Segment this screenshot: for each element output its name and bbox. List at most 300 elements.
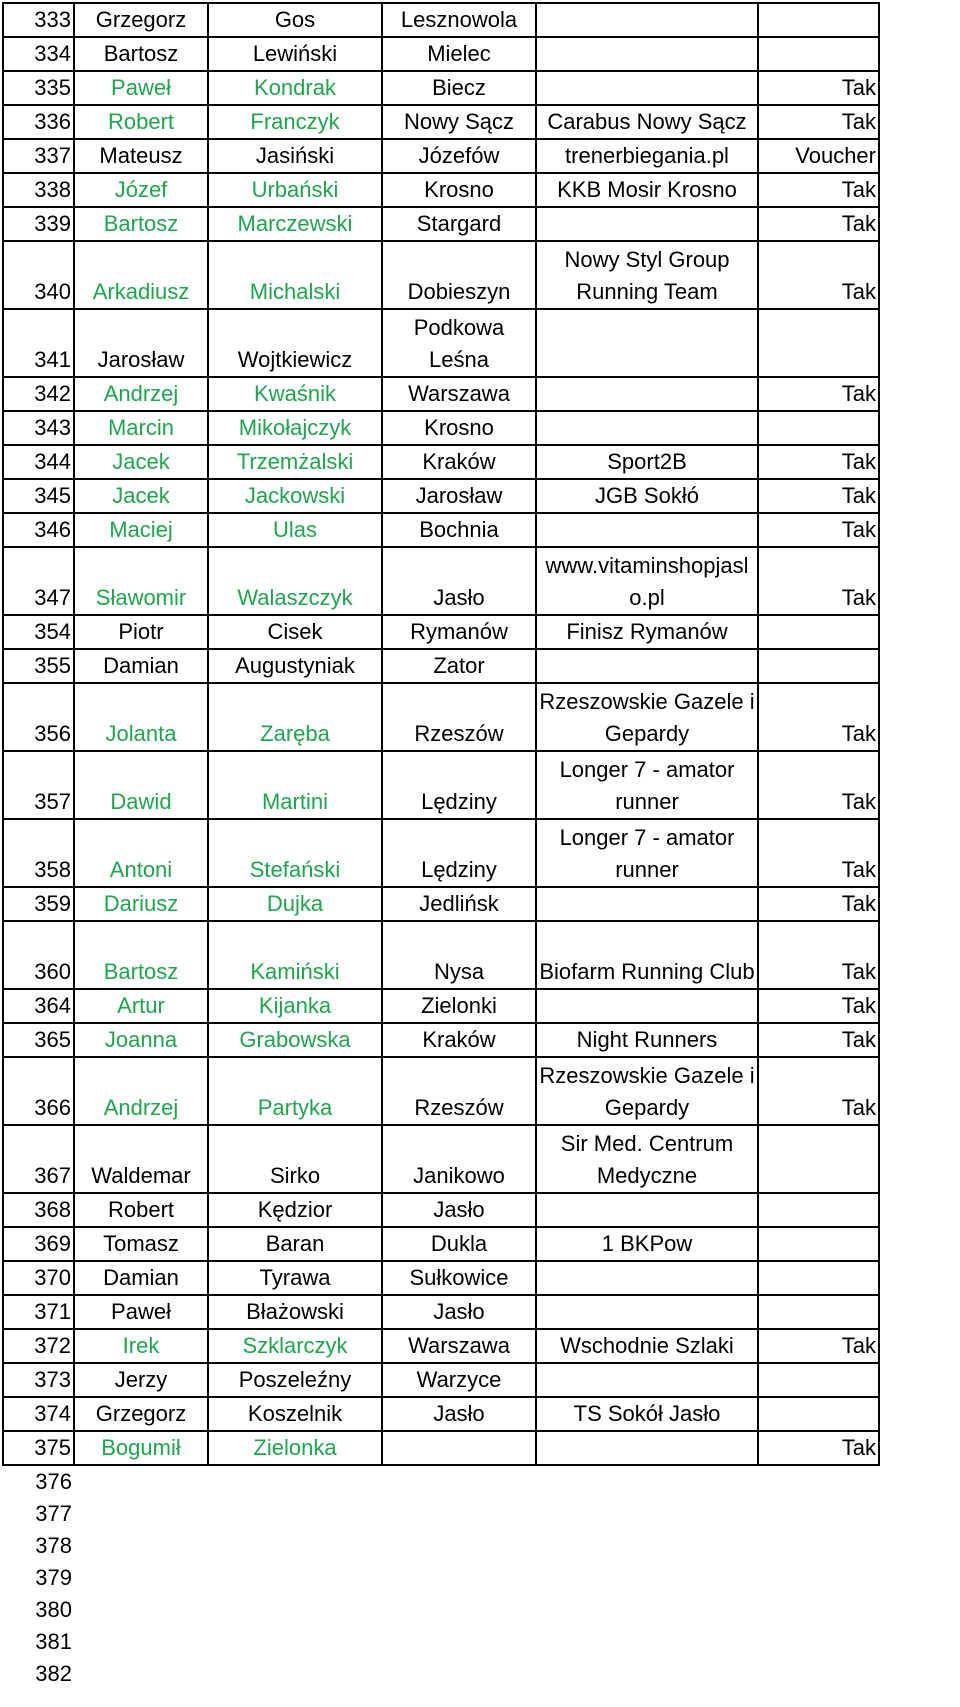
confirmation-flag-cell: [758, 309, 879, 377]
blank-cell: [536, 1658, 758, 1690]
last-name-cell: Partyka: [208, 1057, 382, 1125]
blank-cell: [208, 1498, 382, 1530]
last-name-cell: Koszelnik: [208, 1397, 382, 1431]
blank-cell: [208, 1465, 382, 1498]
blank-cell: [74, 1562, 208, 1594]
table-row: [3, 411, 879, 445]
city-cell: Józefów: [382, 139, 536, 173]
row-number-cell: 381: [35, 1629, 72, 1654]
last-name-cell: Błażowski: [208, 1295, 382, 1329]
blank-cell: [208, 1530, 382, 1562]
last-name-cell: Zielonka: [208, 1431, 382, 1465]
last-name-cell: Urbański: [208, 173, 382, 207]
blank-cell: [74, 1658, 208, 1690]
row-number-cell: 344: [3, 445, 74, 479]
confirmation-flag-cell: Tak: [758, 1023, 879, 1057]
confirmation-flag-cell: [758, 1397, 879, 1431]
row-number-cell: 380: [35, 1597, 72, 1622]
row-number-cell: 338: [3, 173, 74, 207]
city-cell: [382, 1431, 536, 1465]
blank-cell: [382, 1498, 536, 1530]
last-name-cell: Stefański: [208, 819, 382, 887]
row-number-cell: 334: [3, 37, 74, 71]
confirmation-flag-cell: [758, 1363, 879, 1397]
club-cell: [536, 683, 758, 751]
last-name-cell: Kwaśnik: [208, 377, 382, 411]
club-cell: [536, 309, 758, 377]
club-line: runner: [615, 857, 679, 882]
city-cell: Krosno: [382, 173, 536, 207]
empty-row: [3, 1562, 879, 1594]
club-cell: [536, 649, 758, 683]
last-name-cell: Cisek: [208, 615, 382, 649]
table-row: [3, 1057, 879, 1125]
club-cell: [536, 887, 758, 921]
last-name-cell: Marczewski: [208, 207, 382, 241]
club-cell: Finisz Rymanów: [536, 615, 758, 649]
last-name-cell: Sirko: [208, 1125, 382, 1193]
empty-row: [3, 1530, 879, 1562]
row-number-cell: 355: [3, 649, 74, 683]
participant-table: [2, 2, 880, 1690]
blank-cell: [758, 1465, 879, 1498]
blank-cell: [382, 1530, 536, 1562]
row-number-cell: 367: [3, 1125, 74, 1193]
table-row: [3, 547, 879, 615]
row-number-cell: 347: [3, 547, 74, 615]
club-line: Running Team: [576, 279, 718, 304]
table-row: [3, 1295, 879, 1329]
first-name-cell: Irek: [74, 1329, 208, 1363]
confirmation-flag-cell: [758, 1125, 879, 1193]
table-row: [3, 1193, 879, 1227]
blank-cell: [74, 1530, 208, 1562]
club-cell: Carabus Nowy Sącz: [536, 105, 758, 139]
last-name-cell: Jackowski: [208, 479, 382, 513]
empty-row: [3, 1658, 879, 1690]
last-name-cell: Wojtkiewicz: [208, 309, 382, 377]
club-cell: [536, 207, 758, 241]
blank-cell: [208, 1626, 382, 1658]
club-cell: JGB Sokłó: [536, 479, 758, 513]
city-cell: Warszawa: [382, 1329, 536, 1363]
club-cell: [536, 819, 758, 887]
club-cell: [536, 547, 758, 615]
blank-cell: [536, 1594, 758, 1626]
city-cell: Kraków: [382, 445, 536, 479]
table-row: [3, 887, 879, 921]
empty-row: [3, 1626, 879, 1658]
row-number-cell: 371: [3, 1295, 74, 1329]
city-cell: Dukla: [382, 1227, 536, 1261]
last-name-cell: Trzemżalski: [208, 445, 382, 479]
blank-cell: [758, 1530, 879, 1562]
city-cell: Rymanów: [382, 615, 536, 649]
last-name-cell: Augustyniak: [208, 649, 382, 683]
club-cell: [536, 71, 758, 105]
club-line: o.pl: [629, 585, 665, 610]
confirmation-flag-cell: [758, 3, 879, 37]
first-name-cell: Tomasz: [74, 1227, 208, 1261]
blank-cell: [382, 1658, 536, 1690]
confirmation-flag-cell: [758, 1295, 879, 1329]
confirmation-flag-cell: Tak: [758, 173, 879, 207]
club-cell: [536, 1125, 758, 1193]
last-name-cell: Lewiński: [208, 37, 382, 71]
row-number-cell: 369: [3, 1227, 74, 1261]
row-number-cell: 359: [3, 887, 74, 921]
row-number-cell: 373: [3, 1363, 74, 1397]
row-number-cell: 372: [3, 1329, 74, 1363]
last-name-cell: Zaręba: [208, 683, 382, 751]
last-name-cell: Kamiński: [208, 921, 382, 989]
club-cell: Biofarm Running Club: [536, 921, 758, 989]
blank-cell: [74, 1498, 208, 1530]
first-name-cell: Józef: [74, 173, 208, 207]
table-row: [3, 1261, 879, 1295]
blank-cell: [536, 1465, 758, 1498]
row-number-cell: 357: [3, 751, 74, 819]
first-name-cell: Robert: [74, 105, 208, 139]
club-cell: [536, 377, 758, 411]
confirmation-flag-cell: Tak: [758, 71, 879, 105]
city-line: Leśna: [429, 347, 489, 372]
table-row: [3, 309, 879, 377]
row-number-cell: 354: [3, 615, 74, 649]
first-name-cell: Antoni: [74, 819, 208, 887]
row-number-cell: 358: [3, 819, 74, 887]
row-number-cell: 342: [3, 377, 74, 411]
city-cell: Mielec: [382, 37, 536, 71]
club-cell: [536, 1193, 758, 1227]
last-name-cell: Kędzior: [208, 1193, 382, 1227]
club-cell: [536, 1295, 758, 1329]
city-cell: Zator: [382, 649, 536, 683]
row-number-cell: 368: [3, 1193, 74, 1227]
club-cell: Sport2B: [536, 445, 758, 479]
blank-cell: [382, 1594, 536, 1626]
first-name-cell: Jerzy: [74, 1363, 208, 1397]
club-line: Medyczne: [596, 1163, 698, 1188]
confirmation-flag-cell: Tak: [758, 1057, 879, 1125]
city-cell: Lesznowola: [382, 3, 536, 37]
table-row: [3, 71, 879, 105]
first-name-cell: Maciej: [74, 513, 208, 547]
table-row: [3, 819, 879, 887]
table-row: [3, 377, 879, 411]
city-cell: Jasło: [382, 1193, 536, 1227]
table-row: [3, 921, 879, 989]
first-name-cell: Jacek: [74, 445, 208, 479]
club-line: www.vitaminshopjasl: [545, 553, 749, 578]
club-line: Sir Med. Centrum: [560, 1131, 734, 1156]
city-cell: Warszawa: [382, 377, 536, 411]
last-name-cell: Szklarczyk: [208, 1329, 382, 1363]
table-row: [3, 1227, 879, 1261]
empty-row: [3, 1594, 879, 1626]
row-number-cell: 356: [3, 683, 74, 751]
city-cell: Biecz: [382, 71, 536, 105]
last-name-cell: Grabowska: [208, 1023, 382, 1057]
blank-cell: [758, 1658, 879, 1690]
row-number-cell: 375: [3, 1431, 74, 1465]
first-name-cell: Andrzej: [74, 377, 208, 411]
confirmation-flag-cell: Tak: [758, 479, 879, 513]
first-name-cell: Damian: [74, 1261, 208, 1295]
confirmation-flag-cell: Tak: [758, 683, 879, 751]
row-number-cell: 366: [3, 1057, 74, 1125]
city-line: Podkowa: [413, 315, 505, 340]
table-row: [3, 989, 879, 1023]
first-name-cell: Marcin: [74, 411, 208, 445]
club-cell: KKB Mosir Krosno: [536, 173, 758, 207]
club-line: Nowy Styl Group: [564, 247, 730, 272]
club-cell: [536, 241, 758, 309]
club-cell: Wschodnie Szlaki: [536, 1329, 758, 1363]
table-row: [3, 37, 879, 71]
first-name-cell: Grzegorz: [74, 3, 208, 37]
confirmation-flag-cell: Tak: [758, 1329, 879, 1363]
blank-cell: [536, 1626, 758, 1658]
club-line: runner: [615, 789, 679, 814]
row-number-cell: 377: [35, 1501, 72, 1526]
club-cell: Night Runners: [536, 1023, 758, 1057]
confirmation-flag-cell: Tak: [758, 241, 879, 309]
city-cell: Lędziny: [382, 751, 536, 819]
first-name-cell: Bartosz: [74, 207, 208, 241]
empty-row: [3, 1465, 879, 1498]
row-number-cell: 346: [3, 513, 74, 547]
confirmation-flag-cell: [758, 649, 879, 683]
first-name-cell: Artur: [74, 989, 208, 1023]
table-row: [3, 207, 879, 241]
club-line: Gepardy: [604, 1095, 690, 1120]
city-cell: Krosno: [382, 411, 536, 445]
first-name-cell: Dariusz: [74, 887, 208, 921]
row-number-cell: 345: [3, 479, 74, 513]
first-name-cell: Sławomir: [74, 547, 208, 615]
first-name-cell: Arkadiusz: [74, 241, 208, 309]
city-cell: Nowy Sącz: [382, 105, 536, 139]
row-number-cell: 376: [35, 1469, 72, 1494]
club-cell: 1 BKPow: [536, 1227, 758, 1261]
blank-cell: [536, 1498, 758, 1530]
last-name-cell: Mikołajczyk: [208, 411, 382, 445]
city-cell: Jedlińsk: [382, 887, 536, 921]
row-number-cell: 374: [3, 1397, 74, 1431]
club-cell: [536, 37, 758, 71]
first-name-cell: Piotr: [74, 615, 208, 649]
blank-cell: [208, 1658, 382, 1690]
last-name-cell: Walaszczyk: [208, 547, 382, 615]
table-row: [3, 105, 879, 139]
club-line: Gepardy: [604, 721, 690, 746]
blank-cell: [208, 1562, 382, 1594]
confirmation-flag-cell: Tak: [758, 513, 879, 547]
confirmation-flag-cell: Voucher: [758, 139, 879, 173]
club-cell: [536, 1261, 758, 1295]
city-cell: Jarosław: [382, 479, 536, 513]
first-name-cell: Joanna: [74, 1023, 208, 1057]
table-row: [3, 1329, 879, 1363]
row-number-cell: 333: [3, 3, 74, 37]
first-name-cell: Jolanta: [74, 683, 208, 751]
confirmation-flag-cell: [758, 1261, 879, 1295]
row-number-cell: 360: [3, 921, 74, 989]
city-cell: Jasło: [382, 1397, 536, 1431]
confirmation-flag-cell: Tak: [758, 105, 879, 139]
city-cell: Zielonki: [382, 989, 536, 1023]
confirmation-flag-cell: Tak: [758, 887, 879, 921]
row-number-cell: 339: [3, 207, 74, 241]
last-name-cell: Baran: [208, 1227, 382, 1261]
row-number-cell: 337: [3, 139, 74, 173]
blank-cell: [208, 1594, 382, 1626]
first-name-cell: Robert: [74, 1193, 208, 1227]
blank-cell: [758, 1498, 879, 1530]
confirmation-flag-cell: Tak: [758, 377, 879, 411]
first-name-cell: Bartosz: [74, 921, 208, 989]
blank-cell: [536, 1562, 758, 1594]
blank-cell: [536, 1530, 758, 1562]
last-name-cell: Poszeleźny: [208, 1363, 382, 1397]
club-cell: [536, 513, 758, 547]
row-number-cell: 370: [3, 1261, 74, 1295]
confirmation-flag-cell: [758, 1193, 879, 1227]
city-cell: Kraków: [382, 1023, 536, 1057]
blank-cell: [74, 1594, 208, 1626]
confirmation-flag-cell: Tak: [758, 819, 879, 887]
confirmation-flag-cell: Tak: [758, 751, 879, 819]
confirmation-flag-cell: Tak: [758, 921, 879, 989]
blank-cell: [382, 1626, 536, 1658]
first-name-cell: Paweł: [74, 71, 208, 105]
row-number-cell: 341: [3, 309, 74, 377]
table-row: [3, 1023, 879, 1057]
club-cell: [536, 751, 758, 819]
last-name-cell: Martini: [208, 751, 382, 819]
row-number-cell: 365: [3, 1023, 74, 1057]
city-cell: Sułkowice: [382, 1261, 536, 1295]
table-row: [3, 139, 879, 173]
city-cell: Dobieszyn: [382, 241, 536, 309]
blank-cell: [74, 1465, 208, 1498]
club-cell: [536, 411, 758, 445]
confirmation-flag-cell: Tak: [758, 547, 879, 615]
table-row: [3, 1431, 879, 1465]
club-cell: trenerbiegania.pl: [536, 139, 758, 173]
blank-cell: [382, 1465, 536, 1498]
club-cell: TS Sokół Jasło: [536, 1397, 758, 1431]
first-name-cell: Paweł: [74, 1295, 208, 1329]
first-name-cell: Mateusz: [74, 139, 208, 173]
confirmation-flag-cell: [758, 615, 879, 649]
confirmation-flag-cell: [758, 37, 879, 71]
city-cell: Jasło: [382, 547, 536, 615]
club-cell: [536, 989, 758, 1023]
first-name-cell: Bogumił: [74, 1431, 208, 1465]
table-row: [3, 1125, 879, 1193]
first-name-cell: Damian: [74, 649, 208, 683]
city-cell: Jasło: [382, 1295, 536, 1329]
table-row: [3, 445, 879, 479]
last-name-cell: Dujka: [208, 887, 382, 921]
row-number-cell: 343: [3, 411, 74, 445]
blank-cell: [74, 1626, 208, 1658]
row-number-cell: 382: [35, 1661, 72, 1686]
first-name-cell: Bartosz: [74, 37, 208, 71]
table-row: [3, 241, 879, 309]
first-name-cell: Jacek: [74, 479, 208, 513]
club-cell: [536, 3, 758, 37]
table-row: [3, 1363, 879, 1397]
row-number-cell: 335: [3, 71, 74, 105]
participant-table-body: [3, 3, 879, 1690]
club-cell: [536, 1363, 758, 1397]
table-row: [3, 3, 879, 37]
table-row: [3, 513, 879, 547]
table-row: [3, 479, 879, 513]
first-name-cell: Andrzej: [74, 1057, 208, 1125]
first-name-cell: Waldemar: [74, 1125, 208, 1193]
table-row: [3, 173, 879, 207]
blank-cell: [758, 1594, 879, 1626]
first-name-cell: Dawid: [74, 751, 208, 819]
table-row: [3, 751, 879, 819]
blank-cell: [758, 1562, 879, 1594]
last-name-cell: Jasiński: [208, 139, 382, 173]
last-name-cell: Michalski: [208, 241, 382, 309]
club-line: Rzeszowskie Gazele i: [539, 689, 755, 714]
city-cell: Nysa: [382, 921, 536, 989]
confirmation-flag-cell: Tak: [758, 1431, 879, 1465]
club-cell: [536, 1057, 758, 1125]
row-number-cell: 379: [35, 1565, 72, 1590]
row-number-cell: 336: [3, 105, 74, 139]
table-row: [3, 615, 879, 649]
blank-cell: [758, 1626, 879, 1658]
empty-row: [3, 1498, 879, 1530]
city-cell: Janikowo: [382, 1125, 536, 1193]
first-name-cell: Grzegorz: [74, 1397, 208, 1431]
confirmation-flag-cell: Tak: [758, 989, 879, 1023]
city-cell: Rzeszów: [382, 683, 536, 751]
club-line: Longer 7 - amator: [559, 757, 735, 782]
blank-cell: [382, 1562, 536, 1594]
city-cell: Rzeszów: [382, 1057, 536, 1125]
city-cell: [382, 309, 536, 377]
last-name-cell: Gos: [208, 3, 382, 37]
confirmation-flag-cell: [758, 1227, 879, 1261]
table-row: [3, 649, 879, 683]
city-cell: Warzyce: [382, 1363, 536, 1397]
last-name-cell: Kondrak: [208, 71, 382, 105]
last-name-cell: Kijanka: [208, 989, 382, 1023]
confirmation-flag-cell: [758, 411, 879, 445]
city-cell: Lędziny: [382, 819, 536, 887]
row-number-cell: 378: [35, 1533, 72, 1558]
table-row: [3, 1397, 879, 1431]
row-number-cell: 340: [3, 241, 74, 309]
city-cell: Bochnia: [382, 513, 536, 547]
confirmation-flag-cell: Tak: [758, 207, 879, 241]
table-row: [3, 683, 879, 751]
last-name-cell: Ulas: [208, 513, 382, 547]
last-name-cell: Tyrawa: [208, 1261, 382, 1295]
last-name-cell: Franczyk: [208, 105, 382, 139]
club-line: Rzeszowskie Gazele i: [539, 1063, 755, 1088]
confirmation-flag-cell: Tak: [758, 445, 879, 479]
